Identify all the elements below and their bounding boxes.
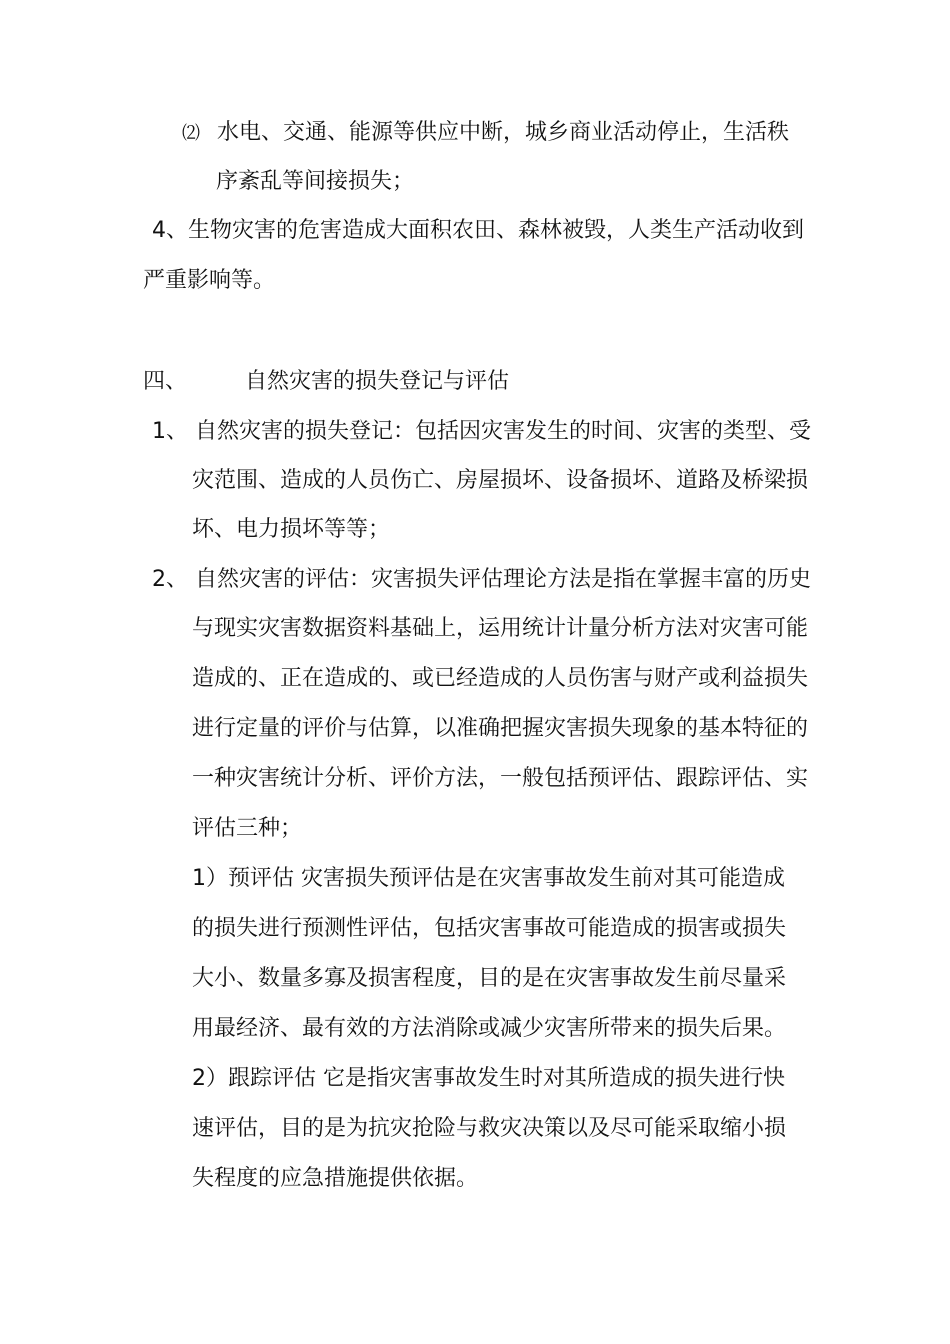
subitem-1-line-3: 大小、数量多寡及损害程度，目的是在灾害事故发生前尽量采 xyxy=(192,966,787,991)
item-2-line-1: 2、 自然灾害的评估：灾害损失评估理论方法是指在掌握丰富的历史 xyxy=(152,567,811,592)
item-2-line-5: 一种灾害统计分析、评价方法，一般包括预评估、跟踪评估、实 xyxy=(192,766,809,791)
subitem-2-line-2: 速评估，目的是为抗灾抢险与救灾决策以及尽可能采取缩小损 xyxy=(192,1116,787,1141)
list-item-2-line-2: 序紊乱等间接损失； xyxy=(216,169,415,194)
subitem-1-line-2: 的损失进行预测性评估，包括灾害事故可能造成的损害或损失 xyxy=(192,916,787,941)
subitem-2-line-3: 失程度的应急措施提供依据。 xyxy=(192,1166,479,1191)
subitem-1-line-1: 1）预评估 灾害损失预评估是在灾害事故发生前对其可能造成 xyxy=(192,866,785,891)
section-heading xyxy=(143,367,509,397)
list-marker: ⑵ xyxy=(182,123,200,144)
paragraph-4-line-2: 严重影响等。 xyxy=(143,268,276,293)
section-number: 四、 xyxy=(143,369,188,394)
section-title: 自然灾害的损失登记与评估 xyxy=(245,369,510,394)
item-2-line-4: 进行定量的评价与估算，以准确把握灾害损失现象的基本特征的 xyxy=(192,716,809,741)
item-2-line-3: 造成的、正在造成的、或已经造成的人员伤害与财产或利益损失 xyxy=(192,666,809,691)
item-1-line-1: 1、 自然灾害的损失登记：包括因灾害发生的时间、灾害的类型、受 xyxy=(152,419,811,444)
list-text: 水电、交通、能源等供应中断，城乡商业活动停止，生活秩 xyxy=(217,120,790,145)
item-2-line-2: 与现实灾害数据资料基础上，运用统计计量分析方法对灾害可能 xyxy=(192,616,809,641)
item-1-line-2: 灾范围、造成的人员伤亡、房屋损坏、设备损坏、道路及桥梁损 xyxy=(192,468,809,493)
item-2-line-6: 评估三种； xyxy=(192,816,303,841)
item-1-line-3: 坏、电力损坏等等； xyxy=(192,517,391,542)
subitem-1-line-4: 用最经济、最有效的方法消除或减少灾害所带来的损失后果。 xyxy=(192,1016,787,1041)
paragraph-4-line-1: 4、生物灾害的危害造成大面积农田、森林被毁，人类生产活动收到 xyxy=(152,218,804,243)
subitem-2-line-1: 2）跟踪评估 它是指灾害事故发生时对其所造成的损失进行快 xyxy=(192,1066,785,1091)
list-item-2-line-1 xyxy=(182,118,789,149)
